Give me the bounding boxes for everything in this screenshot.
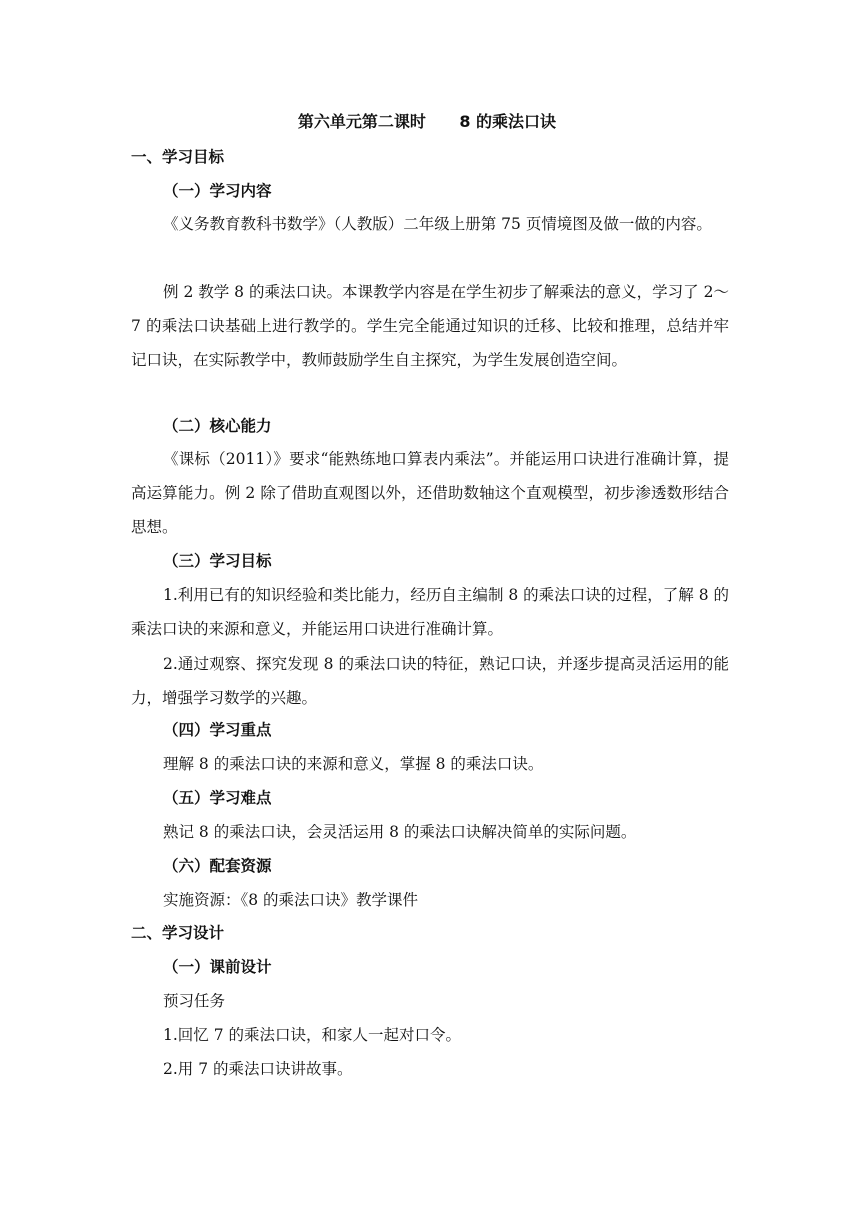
subheading-key-points: （四）学习重点 <box>163 721 272 739</box>
text-preview-task: 预习任务 <box>163 992 226 1010</box>
document-title: 第六单元第二课时 8 的乘法口诀 <box>297 112 557 131</box>
paragraph-core-ability: 《课标（2011）》要求“能熟练地口算表内乘法”。并能运用口诀进行准确计算，提高运算能力。例 2 除了借助直观图以外，还借助数轴这个直观模型，初步渗透数形结合思想。 <box>131 450 729 536</box>
text-task-2: 2.用 7 的乘法口诀讲故事。 <box>163 1060 353 1078</box>
text-key-points: 理解 8 的乘法口诀的来源和意义，掌握 8 的乘法口诀。 <box>163 755 544 773</box>
paragraph-content: 《义务教育教科书数学》（人教版）二年级上册第 75 页情境图及做一做的内容。 <box>163 215 712 233</box>
subheading-learning-content: （一）学习内容 <box>163 182 272 200</box>
paragraph-example: 例 2 教学 8 的乘法口诀。本课教学内容是在学生初步了解乘法的意义，学习了 2～7 的乘法口诀基础上进行教学的。学生完全能通过知识的迁移、比较和推理，总结并牢记口诀，在实际教学中，教师鼓励学生自主探究，为学生发展创造空间。 <box>131 283 729 369</box>
section-heading-learning-goals: 一、学习目标 <box>131 148 225 166</box>
subheading-pre-class-design: （一）课前设计 <box>163 958 272 976</box>
text-task-1: 1.回忆 7 的乘法口诀，和家人一起对口令。 <box>163 1026 462 1044</box>
subheading-core-ability: （二）核心能力 <box>163 417 272 435</box>
section-heading-learning-design: 二、学习设计 <box>131 924 225 942</box>
subheading-resources: （六）配套资源 <box>163 857 272 875</box>
paragraph-objective-2: 2.通过观察、探究发现 8 的乘法口诀的特征，熟记口诀，并逐步提高灵活运用的能力，增强学习数学的兴趣。 <box>131 655 729 707</box>
text-difficulties: 熟记 8 的乘法口诀，会灵活运用 8 的乘法口诀解决简单的实际问题。 <box>163 823 637 841</box>
subheading-difficulties: （五）学习难点 <box>163 789 272 807</box>
subheading-learning-objectives: （三）学习目标 <box>163 552 272 570</box>
text-resources: 实施资源：《8 的乘法口诀》教学课件 <box>163 891 419 909</box>
paragraph-objective-1: 1.利用已有的知识经验和类比能力，经历自主编制 8 的乘法口诀的过程，了解 8 的乘法口诀的来源和意义，并能运用口诀进行准确计算。 <box>131 586 729 638</box>
